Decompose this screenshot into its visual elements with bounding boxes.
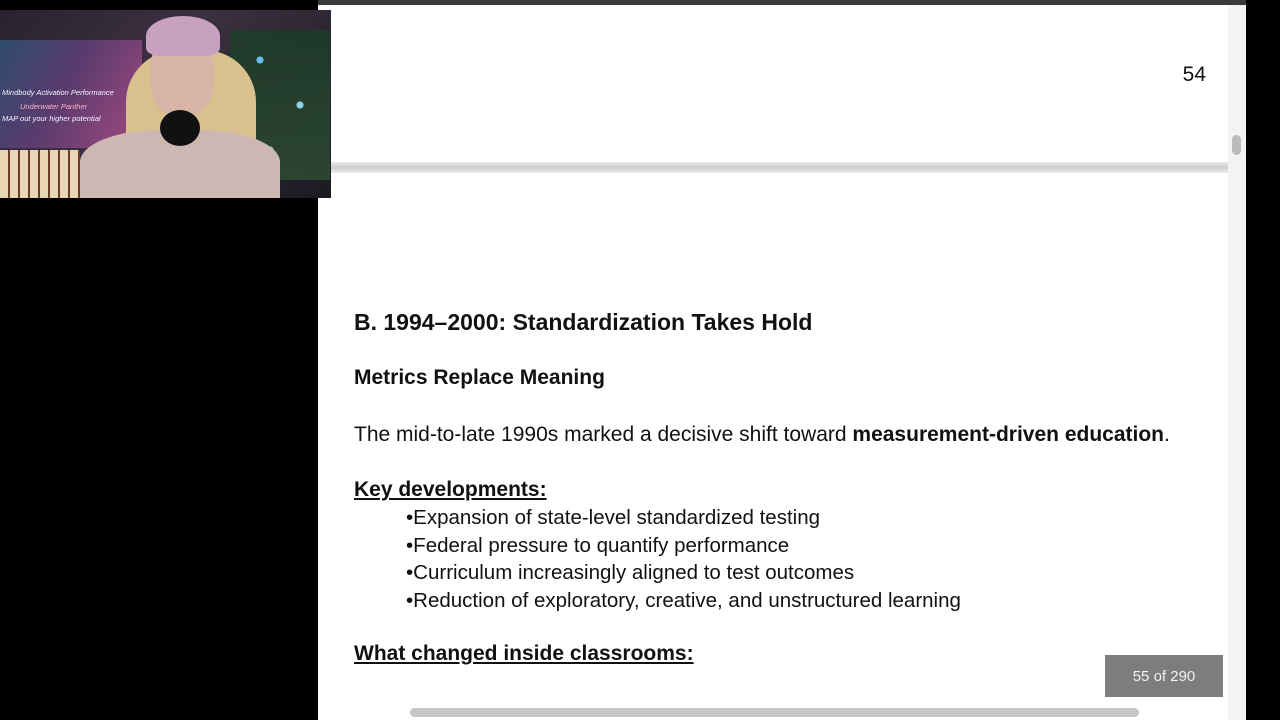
intro-paragraph (354, 420, 1194, 449)
list-item: •Curriculum increasingly aligned to test outcomes (406, 561, 855, 584)
classrooms-heading: What changed inside classrooms: (354, 642, 694, 665)
knit-hat (146, 16, 220, 56)
key-developments-list (354, 504, 1194, 614)
page-content (354, 307, 1194, 668)
previous-page (318, 5, 1228, 163)
paragraph-bold-text: measurement-driven education (852, 423, 1164, 446)
list-item: •Expansion of state-level standardized testing (406, 506, 821, 529)
horizontal-scrollbar[interactable] (318, 704, 1228, 720)
webcam-overlay (0, 10, 331, 198)
poster-text: Underwater Panther (20, 102, 88, 111)
page-separator (318, 162, 1228, 173)
background-poster (0, 40, 142, 148)
current-page (318, 173, 1228, 720)
vertical-scroll-thumb[interactable] (1232, 135, 1241, 155)
section-heading: B. 1994–2000: Standardization Takes Hold (354, 309, 813, 335)
microphone-icon (160, 110, 200, 146)
poster-text: MAP out your higher potential (2, 114, 101, 123)
page-indicator: 55 of 290 (1105, 655, 1223, 697)
list-item: •Federal pressure to quantify performance (406, 533, 790, 557)
key-developments-heading: Key developments: (354, 478, 547, 501)
paragraph-text: The mid-to-late 1990s marked a decisive shift toward (354, 423, 853, 446)
list-item: •Reduction of exploratory, creative, and unstructured learning (406, 588, 961, 612)
page-number: 54 (1182, 63, 1206, 86)
horizontal-scroll-thumb[interactable] (410, 708, 1139, 717)
paragraph-end: . (1164, 423, 1170, 446)
poster-text: Mindbody Activation Performance (2, 88, 114, 97)
subheading: Metrics Replace Meaning (354, 366, 605, 389)
vertical-scrollbar[interactable] (1228, 5, 1246, 720)
patterned-blanket (0, 150, 80, 198)
pdf-viewer[interactable] (318, 0, 1246, 720)
